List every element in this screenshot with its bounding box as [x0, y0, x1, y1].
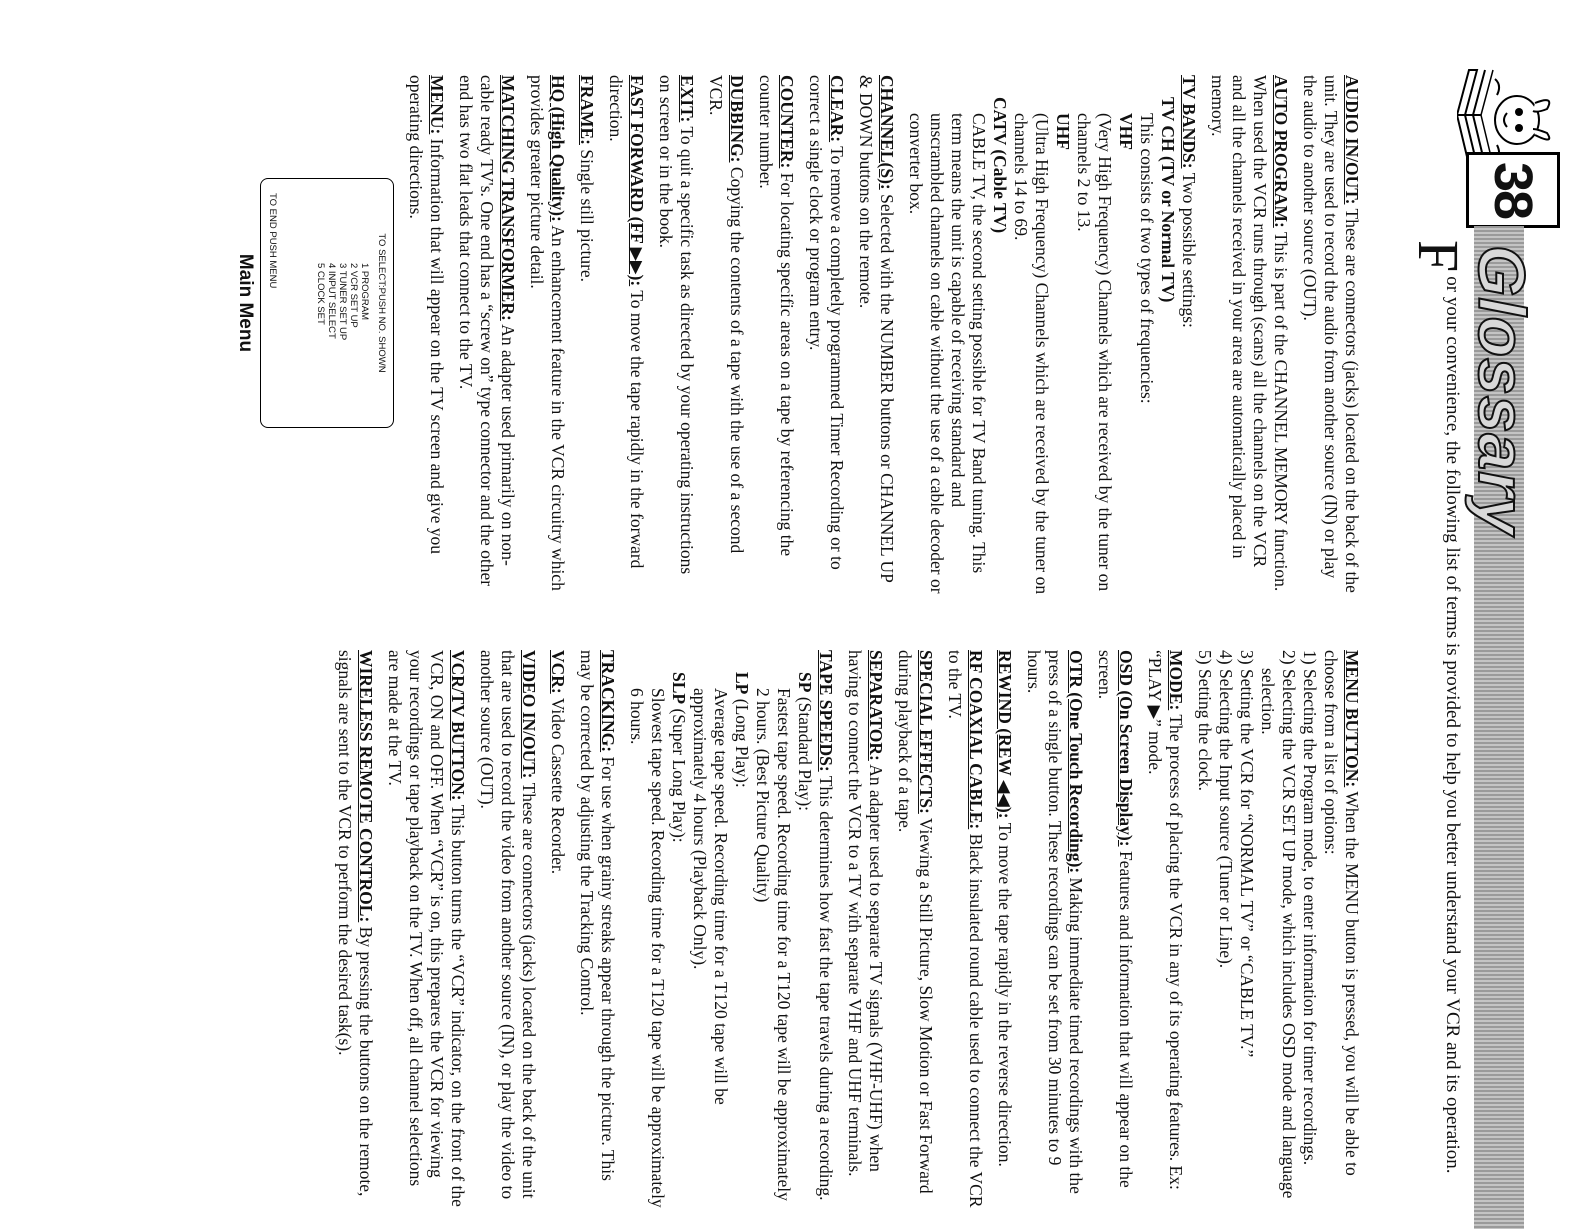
menu-option: 1) Selecting the Program mode, to enter information for timer recordings.: [1300, 650, 1320, 1166]
term-definition: Single still picture.: [577, 149, 597, 283]
term-definition: The process of placing the VCR in any of its operating features. Ex: “PLAY ▶” mode.: [1145, 650, 1186, 1190]
entry-hq: [526, 75, 568, 595]
lp-code: LP: [732, 672, 752, 695]
term-definition: Two possible settings:: [1179, 172, 1199, 328]
menu-item: 5 CLOCK SET: [315, 263, 326, 325]
slp-text: Slowest tape speed. Recording time for a T120 tape will be approximately 6 hours.: [627, 688, 668, 1208]
sp-line: [794, 672, 815, 1210]
tv-ch-text: This consists of two types of frequencies:: [1137, 113, 1157, 404]
term-label: SPECIAL EFFECTS:: [916, 650, 936, 814]
sp-text: Fastest tape speed. Recording time for a T120 tape will be approximately 2 hours. (Best Picture Quality): [753, 688, 794, 1201]
term-label: MENU BUTTON:: [1342, 650, 1362, 788]
term-definition: Video Cassette Recorder.: [548, 697, 568, 875]
entry-menu-button: [1194, 650, 1362, 1210]
entry-frame: [576, 75, 597, 595]
term-label: AUDIO IN/OUT:: [1342, 75, 1362, 205]
term-label: MATCHING TRANSFORMER:: [498, 75, 518, 321]
term-label: COUNTER:: [777, 75, 797, 169]
entry-clear: [805, 75, 847, 595]
term-definition: This is part of the CHANNEL MEMORY function. When used the VCR runs through (scans) all the channels on the VCR and all the channels received in your area are automatically placed in memory.: [1208, 75, 1291, 592]
entry-special-effects: [894, 650, 936, 1210]
intro-paragraph: [1406, 240, 1471, 1200]
menu-option: 4) Selecting the Input source (Tuner or Line).: [1216, 650, 1236, 969]
menu-item: 4 INPUT SELECT: [326, 263, 337, 339]
entry-tv-bands: [905, 75, 1199, 595]
term-label: RF COAXIAL CABLE:: [966, 650, 986, 830]
menu-option: 3) Setting the VCR for “NORMAL TV” or “CABLE TV.”: [1237, 650, 1257, 1058]
left-column: [397, 75, 1362, 595]
menu-option: 5) Setting the clock.: [1195, 650, 1215, 791]
term-definition: By pressing the buttons on the remote, signals are sent to the VCR to perform the desired task(s).: [335, 650, 376, 1197]
entry-video-in-out: [476, 650, 539, 1210]
term-label: CLEAR:: [827, 75, 847, 143]
term-definition: An adapter used to separate TV signals (VHF-UHF) when having to connect the VCR to a TV with separate VHF and UHF terminals.: [845, 650, 886, 1177]
entry-rf-coaxial-cable: [944, 650, 986, 1210]
entry-rewind: [994, 650, 1015, 1210]
entry-channels: [855, 75, 897, 595]
term-definition: For locating specific areas on a tape by referencing the counter number.: [756, 75, 797, 557]
tv-ch-heading: TV CH (TV or Normal TV): [1158, 97, 1178, 303]
term-definition: For use when grainy streaks appear through the picture. This may be corrected by adjusting the Tracking Control.: [577, 650, 618, 1181]
right-column: [326, 650, 1362, 1210]
page-title: Glossary: [1465, 245, 1539, 536]
entry-menu: [405, 75, 447, 595]
term-label: TRACKING:: [598, 650, 618, 753]
lp-text: Average tape speed. Recording time for a T120 tape will be approximately 4 hours (Playback Only).: [690, 688, 731, 1105]
term-label: SEPARATOR:: [866, 650, 886, 761]
term-label: AUTO PROGRAM:: [1271, 75, 1291, 228]
term-definition: Viewing a Still Picture, Slow Motion or Fast Forward during playback of a tape.: [895, 650, 936, 1194]
term-definition: Information that will appear on the TV screen and give you operating directions.: [406, 75, 447, 555]
vhf-heading: VHF: [1116, 113, 1136, 150]
term-definition: Selected with the NUMBER buttons or CHANNEL UP & DOWN buttons on the remote.: [856, 75, 897, 583]
main-menu-screen: [260, 178, 394, 428]
sp-label: (Standard Play):: [795, 696, 815, 812]
uhf-heading: UHF: [1053, 113, 1073, 150]
entry-counter: [755, 75, 797, 595]
term-label: FRAME:: [577, 75, 597, 145]
entry-otr: [1023, 650, 1086, 1210]
term-label: TAPE SPEEDS:: [816, 650, 836, 772]
term-label: REWIND (REW ◀◀):: [995, 650, 1015, 819]
page-header: [1447, 0, 1582, 1229]
main-menu-figure: [234, 178, 394, 428]
term-label: FAST FORWARD (FF ▶▶):: [627, 75, 647, 287]
slp-line: [668, 672, 689, 1210]
menu-item: 1 PROGRAM: [359, 263, 370, 321]
term-definition: This button turns the “VCR” indicator, on the front of the VCR, ON and OFF. When “VCR” is on, this prepares the VCR for viewing your recordings or tape playback on the TV. When off, all channel selections are made at the TV.: [385, 650, 468, 1207]
term-label: VIDEO IN/OUT:: [519, 650, 539, 779]
entry-audio-in-out: [1299, 75, 1362, 595]
term-definition: When the MENU button is pressed, you will be able to choose from a list of options:: [1321, 650, 1362, 1176]
term-definition: Copying the contents of a tape with the use of a second VCR.: [706, 75, 747, 554]
term-label: DUBBING:: [727, 75, 747, 163]
entry-tracking: [576, 650, 618, 1210]
term-definition: Features and information that will appear on the screen.: [1095, 650, 1136, 1188]
slp-code: SLP: [669, 672, 689, 705]
term-label: MODE:: [1166, 650, 1186, 711]
page-number: 38: [1466, 152, 1560, 228]
menu-item: 2 VCR SET UP: [348, 263, 359, 328]
catv-heading: CATV (Cable TV): [990, 97, 1010, 234]
term-label: VCR:: [548, 650, 568, 694]
term-label: HQ (High Quality):: [548, 75, 568, 222]
main-menu-caption: Main Menu: [235, 253, 256, 353]
term-definition: Making immediate timed recordings with the press of a single button. These recordings can be set from 30 minutes to 9 hours.: [1024, 650, 1086, 1194]
term-definition: These are connectors (jacks) located on the back of the unit. They are used to record the audio from another source (IN) or play the audio to another source (OUT).: [1300, 75, 1362, 593]
term-label: OTR (One Touch Recording):: [1066, 650, 1086, 874]
term-definition: To remove a completely programmed Timer Recording or to correct a single clock or program entry.: [806, 75, 847, 570]
menu-screen-header: TO SELECT:PUSH NO. SHOWN: [376, 233, 387, 373]
slp-label: (Super Long Play):: [669, 708, 689, 843]
sp-code: SP: [795, 672, 815, 693]
term-definition: To move the tape rapidly in the reverse direction.: [995, 822, 1015, 1167]
intro-dropcap: F: [1406, 240, 1471, 273]
term-label: EXIT:: [677, 75, 697, 123]
term-definition: To quit a specific task as directed by your operating instructions on screen or in the book.: [656, 75, 697, 575]
intro-text: or your convenience, the following list of terms is provided to help you better understand your VCR and its operation.: [1442, 276, 1463, 1174]
term-label: VCR/TV BUTTON:: [448, 650, 468, 801]
entry-fast-forward: [605, 75, 647, 595]
entry-separator: [844, 650, 886, 1210]
term-definition: These are connectors (jacks) located on the back of the unit that are used to record the video from another source (IN), or play the video to another source (OUT).: [477, 650, 539, 1200]
term-label: WIRELESS REMOTE CONTROL:: [356, 650, 376, 923]
term-definition: To move the tape rapidly in the forward direction.: [606, 75, 647, 569]
entry-dubbing: [705, 75, 747, 595]
term-label: TV BANDS:: [1179, 75, 1199, 169]
uhf-text: (Ultra High Frequency) Channels which are received by the tuner on channels 14 to 69.: [1011, 113, 1052, 595]
term-label: MENU:: [427, 75, 447, 135]
entry-tape-speeds: [626, 650, 836, 1210]
vhf-text: (Very High Frequency) Channels which are received by the tuner on channels 2 to 13.: [1074, 113, 1115, 592]
menu-option: 2) Selecting the VCR SET UP mode, which includes OSD mode and language selection.: [1258, 650, 1299, 1199]
entry-wireless-remote: [334, 650, 376, 1210]
catv-text: CABLE TV, the second setting possible for TV Band tuning. This term means the unit is capable of receiving standard and unscrambled channels on cable without the use of a cable decoder or converter box.: [906, 113, 989, 594]
lp-label: (Long Play):: [732, 698, 752, 788]
term-definition: Black insulated round cable used to connect the VCR to the TV.: [945, 650, 986, 1208]
lp-line: [731, 672, 752, 1210]
term-label: OSD (On Screen Display):: [1116, 650, 1136, 847]
menu-item: 3 TUNER SET UP: [337, 263, 348, 341]
entry-auto-program: [1207, 75, 1291, 595]
entry-mode: [1144, 650, 1186, 1210]
term-definition: An adapter used primarily on non-cable ready TV's. One end has a “screw on” type connector and the other end has two flat leads that connect to the TV.: [456, 75, 518, 587]
menu-screen-footer: TO END PUSH MENU: [267, 193, 278, 289]
entry-exit: [655, 75, 697, 595]
entry-vcr: [547, 650, 568, 1210]
term-definition: An enhancement feature in the VCR circuitry which provides greater picture detail.: [527, 75, 568, 591]
entry-vcr-tv-button: [384, 650, 468, 1210]
entry-matching-transformer: [455, 75, 518, 595]
term-label: CHANNEL(S):: [877, 75, 897, 190]
entry-osd: [1094, 650, 1136, 1210]
term-definition: This determines how fast the tape travels during a recording.: [816, 775, 836, 1201]
